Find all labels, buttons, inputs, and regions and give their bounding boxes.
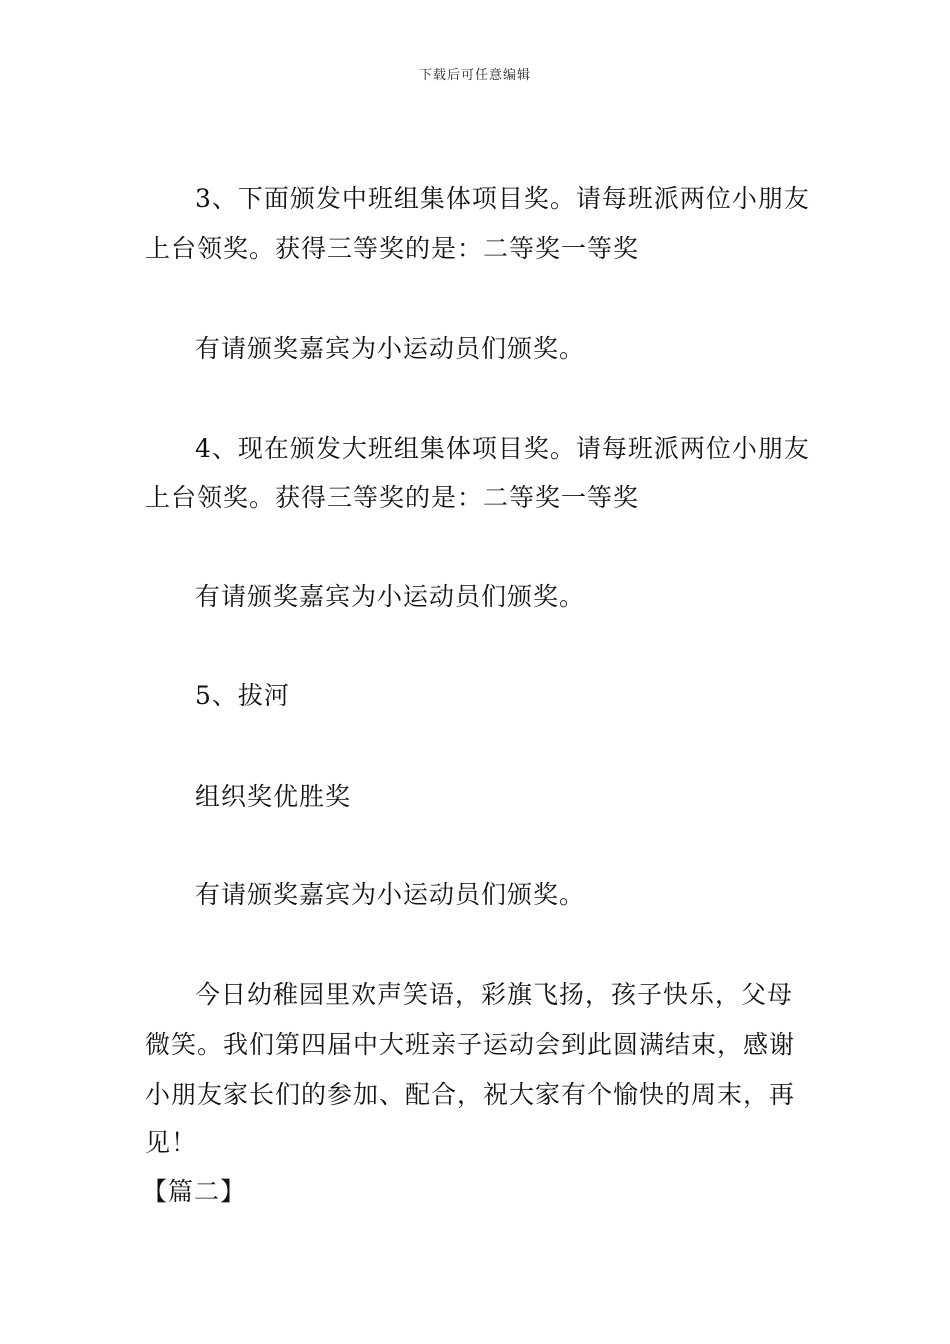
paragraph-invite-3: 有请颁奖嘉宾为小运动员们颁奖。 [195,880,586,909]
closing-line-3: 小朋友家长们的参加、配合，祝大家有个愉快的周末，再 [145,1080,796,1109]
closing-line-4: 见！ [145,1128,198,1157]
closing-line-1: 今日幼稚园里欢声笑语，彩旗飞扬，孩子快乐，父母 [195,980,794,1009]
section-heading: 【篇二】 [142,1177,247,1206]
page-header: 下载后可任意编辑 [418,68,531,83]
paragraph-4-line-1: 4、现在颁发大班组集体项目奖。请每班派两位小朋友 [195,434,810,463]
paragraph-3-line-2: 上台领奖。获得三等奖的是：二等奖一等奖 [145,234,640,263]
paragraph-5: 5、拔河 [195,681,290,710]
closing-line-2: 微笑。我们第四届中大班亲子运动会到此圆满结束，感谢 [145,1030,796,1059]
paragraph-invite-2: 有请颁奖嘉宾为小运动员们颁奖。 [195,582,586,611]
paragraph-invite-1: 有请颁奖嘉宾为小运动员们颁奖。 [195,334,586,363]
paragraph-3-line-1: 3、下面颁发中班组集体项目奖。请每班派两位小朋友 [195,184,810,213]
paragraph-4-line-2: 上台领奖。获得三等奖的是：二等奖一等奖 [145,483,640,512]
paragraph-awards: 组织奖优胜奖 [195,782,352,811]
